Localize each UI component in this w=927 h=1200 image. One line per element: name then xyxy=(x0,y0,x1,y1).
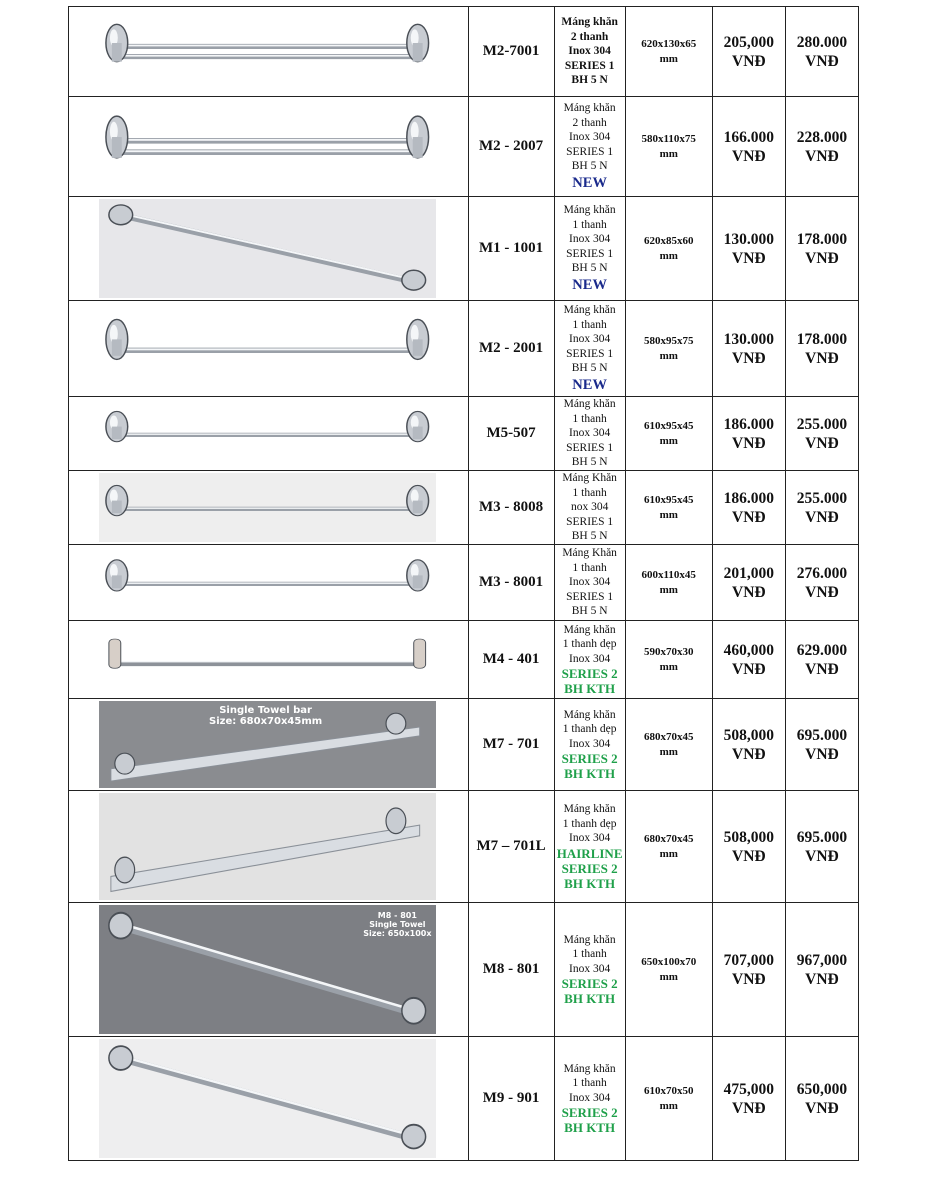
product-description xyxy=(554,301,625,397)
bracket-plate xyxy=(386,713,406,734)
product-image-cell xyxy=(69,621,469,699)
description-line: BH 5 N xyxy=(571,160,608,173)
retail-price-cell xyxy=(785,97,858,197)
description-line: SERIES 1 xyxy=(566,590,614,603)
description-line: Máng khăn xyxy=(563,204,616,217)
product-size xyxy=(625,791,712,903)
product-row xyxy=(69,1037,859,1161)
product-size xyxy=(625,545,712,621)
bar-rod xyxy=(109,507,426,511)
product-row xyxy=(69,397,859,471)
price-value: 460,000 xyxy=(723,641,774,659)
description-line: BH 5 N xyxy=(571,456,608,469)
product-size xyxy=(625,7,712,97)
currency-label: VNĐ xyxy=(805,970,839,988)
size-line: mm xyxy=(659,52,678,65)
size-line: mm xyxy=(659,349,678,362)
description-line: Inox 304 xyxy=(569,131,611,144)
product-illustration xyxy=(99,399,436,468)
product-row xyxy=(69,699,859,791)
new-badge: NEW xyxy=(572,174,607,191)
description-line: nox 304 xyxy=(570,501,609,514)
description-line: Máng khăn xyxy=(563,1062,616,1075)
image-caption-line: Size: 680x70x45mm xyxy=(209,716,323,727)
product-image-cell xyxy=(69,1037,469,1161)
price-value: 650,000 xyxy=(796,1080,848,1098)
series-tag: SERIES 2 xyxy=(561,860,618,876)
product-row xyxy=(69,197,859,301)
size-line: 650x100x70 xyxy=(641,955,697,968)
size-line: mm xyxy=(659,1099,678,1112)
price-value: 178.000 xyxy=(796,330,848,348)
description-line: Máng Khăn xyxy=(562,472,617,485)
bracket-arm xyxy=(413,137,423,158)
product-description xyxy=(554,791,625,903)
price-table xyxy=(68,6,859,1161)
product-illustration xyxy=(99,547,436,618)
size-line: 610x95x45 xyxy=(643,419,694,432)
product-description xyxy=(554,545,625,621)
price-cell xyxy=(712,197,785,301)
bracket-plate xyxy=(109,913,133,939)
description-line: Inox 304 xyxy=(569,333,611,346)
product-size xyxy=(625,301,712,397)
currency-label: VNĐ xyxy=(732,970,766,988)
description-line: Máng khăn xyxy=(563,102,616,115)
price-value: 178.000 xyxy=(796,230,848,248)
product-description xyxy=(554,397,625,471)
size-line: mm xyxy=(659,745,678,758)
bracket-plate xyxy=(109,205,133,225)
product-size xyxy=(625,197,712,301)
currency-label: VNĐ xyxy=(805,745,839,763)
bracket-plate xyxy=(402,1125,426,1149)
currency-label: VNĐ xyxy=(732,52,766,70)
bracket-plate xyxy=(115,753,135,774)
description-line: SERIES 1 xyxy=(566,145,614,158)
price-value: 186.000 xyxy=(723,489,774,507)
series-tag: BH KTH xyxy=(564,991,616,1007)
description-line: Inox 304 xyxy=(569,652,611,665)
product-row xyxy=(69,471,859,545)
towel-bar-single-icon xyxy=(99,1039,436,1158)
size-line: 680x70x45 xyxy=(643,730,694,743)
bar-highlight xyxy=(109,661,426,662)
bar-flat xyxy=(111,727,420,781)
product-image-cell xyxy=(69,7,469,97)
description-line: Inox 304 xyxy=(569,233,611,246)
product-image-cell xyxy=(69,903,469,1037)
price-cell xyxy=(712,397,785,471)
price-value: 695.000 xyxy=(796,828,848,846)
product-size xyxy=(625,1037,712,1161)
product-code: M3 - 8008 xyxy=(468,471,554,545)
product-size xyxy=(625,699,712,791)
product-size xyxy=(625,621,712,699)
price-value: 228.000 xyxy=(796,128,848,146)
description-line: Inox 304 xyxy=(568,45,611,58)
bracket-arm xyxy=(413,427,423,439)
retail-price-cell xyxy=(785,545,858,621)
product-size xyxy=(625,903,712,1037)
description-line: BH 5 N xyxy=(571,262,608,275)
price-cell xyxy=(712,471,785,545)
retail-price-cell xyxy=(785,1037,858,1161)
description-line: SERIES 1 xyxy=(566,515,614,528)
bar-flat xyxy=(111,825,420,891)
image-caption-line: M8 - 801 xyxy=(377,911,417,920)
bracket-plate xyxy=(115,857,135,883)
product-code: M7 - 701 xyxy=(468,699,554,791)
bracket-plate xyxy=(402,998,426,1024)
size-line: 590x70x30 xyxy=(643,645,694,658)
currency-label: VNĐ xyxy=(732,147,766,165)
description-line: SERIES 1 xyxy=(564,59,615,72)
bar-rod xyxy=(109,149,426,155)
description-line: 2 thanh xyxy=(572,116,607,129)
product-row xyxy=(69,301,859,397)
price-value: 629.000 xyxy=(796,641,848,659)
product-code: M9 - 901 xyxy=(468,1037,554,1161)
bracket-arm xyxy=(413,575,423,588)
series-tag: SERIES 2 xyxy=(561,751,618,767)
size-line: mm xyxy=(659,660,678,673)
product-illustration xyxy=(99,793,436,900)
towel-bar-flat-icon xyxy=(99,793,436,900)
bar-rod xyxy=(109,348,426,353)
size-line: mm xyxy=(659,583,678,596)
series-tag: SERIES 2 xyxy=(561,1105,618,1121)
bracket-arm xyxy=(112,501,122,513)
size-line: 600x110x45 xyxy=(641,568,696,581)
price-cell xyxy=(712,545,785,621)
description-line: BH 5 N xyxy=(571,74,608,87)
retail-price-cell xyxy=(785,7,858,97)
bar-rod xyxy=(119,215,416,282)
series-tag: SERIES 2 xyxy=(561,976,618,992)
image-caption xyxy=(363,911,431,938)
description-line: Máng khăn xyxy=(563,708,616,721)
bar-highlight xyxy=(119,213,416,280)
description-line: Máng Khăn xyxy=(562,547,617,560)
bracket-arm xyxy=(112,137,122,158)
product-code: M2-7001 xyxy=(468,7,554,97)
product-description xyxy=(554,621,625,699)
description-line: 1 thanh xyxy=(572,318,607,331)
bar-rod xyxy=(109,433,426,437)
series-tag: SERIES 2 xyxy=(561,666,618,682)
product-row xyxy=(69,7,859,97)
price-value: 186.000 xyxy=(723,415,774,433)
price-cell xyxy=(712,903,785,1037)
towel-bar-double-icon xyxy=(99,9,436,94)
description-line: 1 thanh xyxy=(572,218,607,231)
image-caption-line: Single Towel xyxy=(369,920,426,929)
product-row xyxy=(69,903,859,1037)
currency-label: VNĐ xyxy=(805,249,839,267)
retail-price-cell xyxy=(785,397,858,471)
description-line: 1 thanh xyxy=(572,1077,607,1090)
currency-label: VNĐ xyxy=(732,583,766,601)
description-line: Máng khăn xyxy=(561,16,618,29)
price-value: 508,000 xyxy=(723,726,774,744)
description-line: 1 thanh dẹp xyxy=(562,817,617,830)
description-line: Máng khăn xyxy=(563,803,616,816)
retail-price-cell xyxy=(785,621,858,699)
product-size xyxy=(625,471,712,545)
currency-label: VNĐ xyxy=(805,1099,839,1117)
product-description xyxy=(554,471,625,545)
description-line: Inox 304 xyxy=(569,832,611,845)
currency-label: VNĐ xyxy=(805,147,839,165)
product-code: M1 - 1001 xyxy=(468,197,554,301)
price-value: 967,000 xyxy=(796,951,848,969)
currency-label: VNĐ xyxy=(805,434,839,452)
bar-highlight xyxy=(119,1056,416,1137)
bracket-arm xyxy=(413,43,423,62)
price-value: 130.000 xyxy=(723,230,774,248)
description-line: 1 thanh xyxy=(572,486,607,499)
product-row xyxy=(69,791,859,903)
retail-price-cell xyxy=(785,301,858,397)
description-line: Inox 304 xyxy=(569,737,611,750)
description-line: SERIES 1 xyxy=(566,347,614,360)
product-illustration xyxy=(99,623,436,696)
towel-bar-single-icon xyxy=(99,199,436,298)
price-value: 255.000 xyxy=(796,415,848,433)
product-image-cell xyxy=(69,197,469,301)
bracket-arm xyxy=(112,427,122,439)
towel-bar-single-icon xyxy=(99,303,436,394)
price-cell xyxy=(712,7,785,97)
bar-highlight xyxy=(109,45,426,47)
price-cell xyxy=(712,699,785,791)
price-cell xyxy=(712,301,785,397)
bar-highlight xyxy=(109,508,426,509)
product-code: M2 - 2007 xyxy=(468,97,554,197)
new-badge: NEW xyxy=(572,376,607,393)
price-cell xyxy=(712,1037,785,1161)
image-caption xyxy=(209,705,322,727)
price-value: 707,000 xyxy=(723,951,774,969)
product-description xyxy=(554,1037,625,1161)
product-description xyxy=(554,97,625,197)
price-cell xyxy=(712,791,785,903)
price-value: 508,000 xyxy=(723,828,774,846)
description-line: Inox 304 xyxy=(569,576,611,589)
product-description xyxy=(554,197,625,301)
bar-highlight xyxy=(109,349,426,351)
currency-label: VNĐ xyxy=(805,660,839,678)
product-illustration xyxy=(99,303,436,394)
series-tag: BH KTH xyxy=(564,766,616,782)
description-line: Inox 304 xyxy=(569,1091,611,1104)
retail-price-cell xyxy=(785,903,858,1037)
size-line: 580x95x75 xyxy=(643,334,694,347)
description-line: Máng khăn xyxy=(563,933,616,946)
product-image-cell xyxy=(69,699,469,791)
product-illustration xyxy=(99,1039,436,1158)
size-line: mm xyxy=(659,147,678,160)
product-size xyxy=(625,97,712,197)
price-value: 201,000 xyxy=(723,564,774,582)
price-value: 130.000 xyxy=(723,330,774,348)
new-badge: NEW xyxy=(572,276,607,293)
size-line: mm xyxy=(659,970,678,983)
product-code: M4 - 401 xyxy=(468,621,554,699)
currency-label: VNĐ xyxy=(805,847,839,865)
price-value: 695.000 xyxy=(796,726,848,744)
size-line: mm xyxy=(659,249,678,262)
currency-label: VNĐ xyxy=(805,508,839,526)
description-line: SERIES 1 xyxy=(566,247,614,260)
description-line: BH 5 N xyxy=(571,530,608,543)
size-line: 580x110x75 xyxy=(641,132,696,145)
description-line: 1 thanh xyxy=(572,561,607,574)
product-image-cell xyxy=(69,301,469,397)
bar-rod xyxy=(119,1058,416,1139)
bracket-plate xyxy=(109,1046,133,1070)
currency-label: VNĐ xyxy=(732,349,766,367)
bracket-arm xyxy=(112,43,122,62)
price-cell xyxy=(712,621,785,699)
description-line: Máng khăn xyxy=(563,304,616,317)
retail-price-cell xyxy=(785,471,858,545)
towel-bar-flat-icon xyxy=(99,623,436,696)
product-image-cell xyxy=(69,545,469,621)
product-code: M3 - 8001 xyxy=(468,545,554,621)
bracket-plate xyxy=(386,808,406,834)
product-row xyxy=(69,545,859,621)
series-tag: BH KTH xyxy=(564,875,616,891)
bar-rod xyxy=(119,926,416,1014)
size-line: 610x70x50 xyxy=(643,1084,694,1097)
description-line: 1 thanh xyxy=(572,412,607,425)
towel-bar-single-icon xyxy=(99,905,436,1034)
towel-bar-flat-icon xyxy=(99,701,436,788)
description-line: 1 thanh dẹp xyxy=(562,638,617,651)
bar-highlight xyxy=(109,55,426,57)
product-illustration xyxy=(99,9,436,94)
price-value: 205,000 xyxy=(723,33,774,51)
product-image-cell xyxy=(69,397,469,471)
price-value: 280.000 xyxy=(796,33,848,51)
description-line: BH 5 N xyxy=(571,362,608,375)
image-caption-line: Single Towel bar xyxy=(219,705,312,716)
price-cell xyxy=(712,97,785,197)
bar-highlight xyxy=(109,139,426,141)
product-size xyxy=(625,397,712,471)
product-illustration xyxy=(99,473,436,542)
currency-label: VNĐ xyxy=(805,349,839,367)
currency-label: VNĐ xyxy=(805,52,839,70)
product-description xyxy=(554,7,625,97)
size-line: mm xyxy=(659,434,678,447)
description-line: BH 5 N xyxy=(571,605,608,618)
description-line: Inox 304 xyxy=(569,962,611,975)
description-line: Inox 304 xyxy=(569,427,611,440)
size-line: 680x70x45 xyxy=(643,832,694,845)
bracket-arm xyxy=(112,575,122,588)
retail-price-cell xyxy=(785,197,858,301)
currency-label: VNĐ xyxy=(732,508,766,526)
size-line: 620x85x60 xyxy=(643,234,694,247)
series-tag: BH KTH xyxy=(564,1120,616,1136)
description-line: 1 thanh dẹp xyxy=(562,723,617,736)
price-value: 475,000 xyxy=(723,1080,774,1098)
price-value: 166.000 xyxy=(723,128,774,146)
towel-bar-single-icon xyxy=(99,547,436,618)
product-illustration xyxy=(99,99,436,194)
product-code: M8 - 801 xyxy=(468,903,554,1037)
product-row xyxy=(69,621,859,699)
product-row xyxy=(69,97,859,197)
product-image-cell xyxy=(69,791,469,903)
price-value: 276.000 xyxy=(796,564,848,582)
series-tag: BH KTH xyxy=(564,681,616,697)
size-line: mm xyxy=(659,508,678,521)
product-description xyxy=(554,903,625,1037)
retail-price-cell xyxy=(785,791,858,903)
description-line: Máng khăn xyxy=(563,623,616,636)
currency-label: VNĐ xyxy=(732,660,766,678)
description-line: 1 thanh xyxy=(572,948,607,961)
bracket-arm xyxy=(413,501,423,513)
bracket-post xyxy=(414,639,426,668)
product-code: M7 – 701L xyxy=(468,791,554,903)
description-line: Máng khăn xyxy=(563,398,616,411)
towel-bar-double-icon xyxy=(99,99,436,194)
description-line: SERIES 1 xyxy=(566,441,614,454)
currency-label: VNĐ xyxy=(805,583,839,601)
product-description xyxy=(554,699,625,791)
currency-label: VNĐ xyxy=(732,745,766,763)
product-code: M5-507 xyxy=(468,397,554,471)
bar-highlight xyxy=(109,150,426,152)
product-illustration xyxy=(99,199,436,298)
description-line: 2 thanh xyxy=(570,30,609,43)
image-caption-line: Size: 650x100x xyxy=(363,929,432,938)
bracket-arm xyxy=(112,339,122,355)
bar-highlight xyxy=(109,434,426,435)
product-image-cell xyxy=(69,471,469,545)
currency-label: VNĐ xyxy=(732,434,766,452)
product-code: M2 - 2001 xyxy=(468,301,554,397)
price-value: 255.000 xyxy=(796,489,848,507)
series-tag: HAIRLINE xyxy=(556,845,623,861)
bracket-arm xyxy=(413,339,423,355)
currency-label: VNĐ xyxy=(732,1099,766,1117)
bracket-plate xyxy=(402,270,426,290)
currency-label: VNĐ xyxy=(732,249,766,267)
towel-bar-single-icon xyxy=(99,473,436,542)
size-line: 610x95x45 xyxy=(643,493,694,506)
bar-highlight xyxy=(109,583,426,584)
retail-price-cell xyxy=(785,699,858,791)
towel-bar-single-icon xyxy=(99,399,436,468)
bracket-post xyxy=(109,639,121,668)
currency-label: VNĐ xyxy=(732,847,766,865)
size-line: 620x130x65 xyxy=(641,37,697,50)
size-line: mm xyxy=(659,847,678,860)
product-image-cell xyxy=(69,97,469,197)
